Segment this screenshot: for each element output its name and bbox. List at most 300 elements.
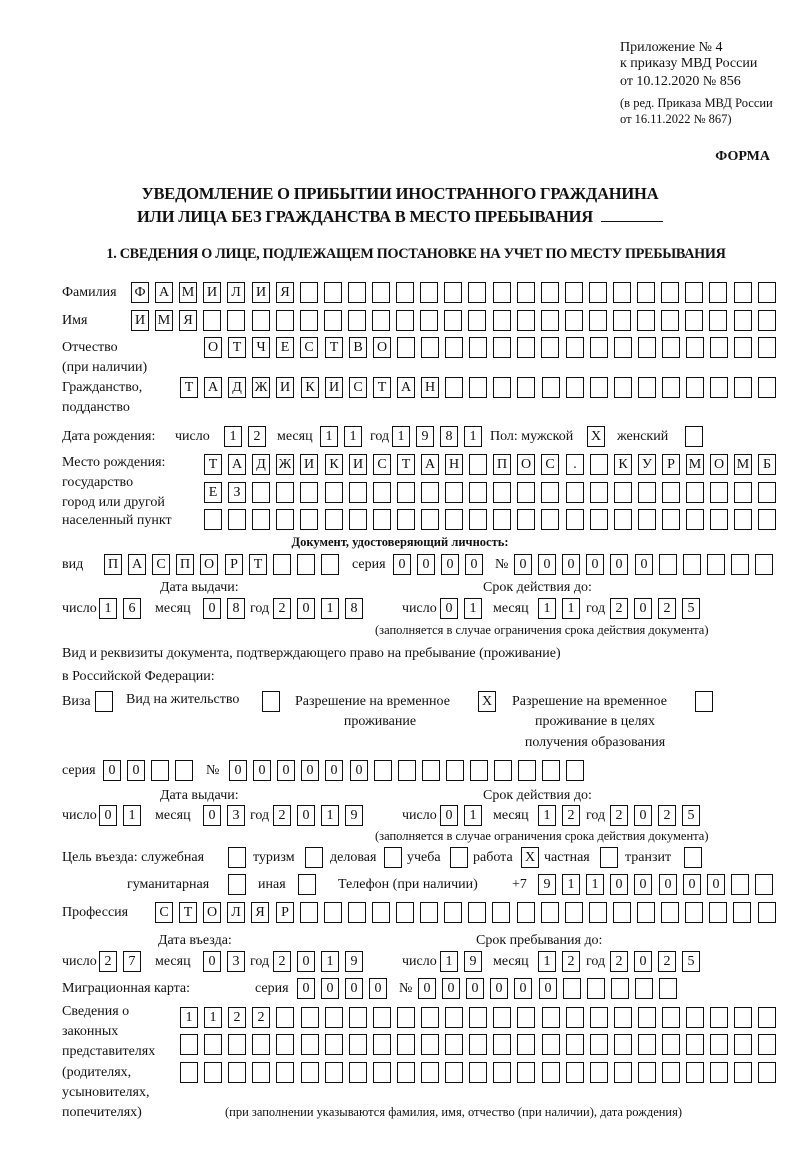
- profession-cell[interactable]: [613, 902, 631, 923]
- id-series-cell[interactable]: 0: [417, 554, 435, 575]
- birth-place-3-cell[interactable]: [469, 509, 487, 530]
- profession-cell[interactable]: [733, 902, 751, 923]
- reps-1-cell[interactable]: 2: [252, 1007, 270, 1028]
- patronymic-cell[interactable]: Ч: [252, 337, 270, 358]
- reps-2-cell[interactable]: [686, 1034, 704, 1055]
- birth-place-3-cell[interactable]: [373, 509, 391, 530]
- birth-place-1-cell[interactable]: М: [686, 454, 704, 475]
- profession-cell[interactable]: [468, 902, 486, 923]
- mig-number-cell[interactable]: 0: [442, 978, 460, 999]
- stay-series-cell[interactable]: 0: [127, 760, 145, 781]
- birth-place-3-cell[interactable]: [686, 509, 704, 530]
- profession-cell[interactable]: [541, 902, 559, 923]
- reps-2-cell[interactable]: [276, 1034, 294, 1055]
- birth-place-2-cell[interactable]: [349, 482, 367, 503]
- stay-until-day-cell[interactable]: 9: [464, 951, 482, 972]
- reps-2-cell[interactable]: [325, 1034, 343, 1055]
- birth-place-1-cell[interactable]: И: [300, 454, 318, 475]
- patronymic-cell[interactable]: [686, 337, 704, 358]
- citizenship-cell[interactable]: [493, 377, 511, 398]
- profession-cell[interactable]: [396, 902, 414, 923]
- id-valid-day-cell[interactable]: 0: [440, 598, 458, 619]
- purpose-work-cell[interactable]: X: [521, 847, 539, 868]
- surname-cell[interactable]: Я: [276, 282, 294, 303]
- surname-cell[interactable]: [300, 282, 318, 303]
- stay-number-cell[interactable]: [374, 760, 392, 781]
- profession-cell[interactable]: [709, 902, 727, 923]
- birth-place-2-cell[interactable]: [325, 482, 343, 503]
- citizenship-cell[interactable]: И: [325, 377, 343, 398]
- reps-1-cell[interactable]: [517, 1007, 535, 1028]
- reps-2-cell[interactable]: [758, 1034, 776, 1055]
- entry-day-cell[interactable]: 2: [99, 951, 117, 972]
- mig-number-cell[interactable]: 0: [490, 978, 508, 999]
- reps-3-cell[interactable]: [686, 1062, 704, 1083]
- birth-place-3-cell[interactable]: [566, 509, 584, 530]
- birth-place-1-cell[interactable]: К: [325, 454, 343, 475]
- birth-place-1-cell[interactable]: Н: [445, 454, 463, 475]
- birth-place-2-cell[interactable]: [734, 482, 752, 503]
- name-cell[interactable]: [324, 310, 342, 331]
- stay-number-cell[interactable]: 0: [325, 760, 343, 781]
- name-cell[interactable]: [203, 310, 221, 331]
- reps-2-cell[interactable]: [228, 1034, 246, 1055]
- citizenship-cell[interactable]: Т: [373, 377, 391, 398]
- phone-cell[interactable]: 0: [707, 874, 725, 895]
- surname-cell[interactable]: [420, 282, 438, 303]
- citizenship-cell[interactable]: [686, 377, 704, 398]
- patronymic-cell[interactable]: [734, 337, 752, 358]
- profession-cell[interactable]: [661, 902, 679, 923]
- surname-cell[interactable]: [324, 282, 342, 303]
- id-series-cell[interactable]: 0: [441, 554, 459, 575]
- surname-cell[interactable]: [493, 282, 511, 303]
- reps-3-cell[interactable]: [734, 1062, 752, 1083]
- id-number-cell[interactable]: [659, 554, 677, 575]
- profession-cell[interactable]: [589, 902, 607, 923]
- reps-1-cell[interactable]: [397, 1007, 415, 1028]
- stay-until-year-cell[interactable]: 2: [610, 951, 628, 972]
- birth-place-2-cell[interactable]: [758, 482, 776, 503]
- stay-valid-year-cell[interactable]: 2: [610, 805, 628, 826]
- surname-cell[interactable]: И: [203, 282, 221, 303]
- id-kind-cell[interactable]: Р: [225, 554, 243, 575]
- name-cell[interactable]: Я: [179, 310, 197, 331]
- patronymic-cell[interactable]: [397, 337, 415, 358]
- reps-1-cell[interactable]: 1: [204, 1007, 222, 1028]
- citizenship-cell[interactable]: [590, 377, 608, 398]
- birth-place-3-cell[interactable]: [228, 509, 246, 530]
- surname-cell[interactable]: [637, 282, 655, 303]
- stay-issue-year-cell[interactable]: 1: [321, 805, 339, 826]
- id-kind-cell[interactable]: [321, 554, 339, 575]
- surname-cell[interactable]: [541, 282, 559, 303]
- reps-3-cell[interactable]: [228, 1062, 246, 1083]
- birth-place-2-cell[interactable]: [614, 482, 632, 503]
- name-cell[interactable]: [685, 310, 703, 331]
- reps-2-cell[interactable]: [566, 1034, 584, 1055]
- entry-month-cell[interactable]: 3: [227, 951, 245, 972]
- patronymic-cell[interactable]: [517, 337, 535, 358]
- mig-series-cell[interactable]: 0: [369, 978, 387, 999]
- profession-cell[interactable]: О: [203, 902, 221, 923]
- name-cell[interactable]: [541, 310, 559, 331]
- reps-2-cell[interactable]: [469, 1034, 487, 1055]
- patronymic-cell[interactable]: [638, 337, 656, 358]
- name-cell[interactable]: [468, 310, 486, 331]
- stay-valid-month-cell[interactable]: 2: [562, 805, 580, 826]
- reps-3-cell[interactable]: [493, 1062, 511, 1083]
- profession-cell[interactable]: [758, 902, 776, 923]
- patronymic-cell[interactable]: В: [349, 337, 367, 358]
- birth-place-1-cell[interactable]: Р: [662, 454, 680, 475]
- birth-place-2-cell[interactable]: [252, 482, 270, 503]
- reps-3-cell[interactable]: [758, 1062, 776, 1083]
- id-issue-day-cell[interactable]: 6: [123, 598, 141, 619]
- reps-2-cell[interactable]: [397, 1034, 415, 1055]
- reps-1-cell[interactable]: 1: [180, 1007, 198, 1028]
- surname-cell[interactable]: [661, 282, 679, 303]
- id-valid-month-cell[interactable]: 1: [562, 598, 580, 619]
- reps-3-cell[interactable]: [469, 1062, 487, 1083]
- name-cell[interactable]: [661, 310, 679, 331]
- id-number-cell[interactable]: [707, 554, 725, 575]
- stay-until-month-cell[interactable]: 2: [562, 951, 580, 972]
- stay-issue-month-cell[interactable]: 3: [227, 805, 245, 826]
- name-cell[interactable]: [637, 310, 655, 331]
- mig-number-cell[interactable]: 0: [514, 978, 532, 999]
- surname-cell[interactable]: [685, 282, 703, 303]
- reps-1-cell[interactable]: [421, 1007, 439, 1028]
- citizenship-cell[interactable]: [566, 377, 584, 398]
- stay-valid-year-cell[interactable]: 0: [634, 805, 652, 826]
- id-issue-month-cell[interactable]: 0: [203, 598, 221, 619]
- birth-place-2-cell[interactable]: [662, 482, 680, 503]
- reps-3-cell[interactable]: [662, 1062, 680, 1083]
- birth-place-3-cell[interactable]: [638, 509, 656, 530]
- birth-place-1-cell[interactable]: Т: [204, 454, 222, 475]
- mig-number-cell[interactable]: 0: [539, 978, 557, 999]
- birth-place-1-cell[interactable]: Т: [397, 454, 415, 475]
- patronymic-cell[interactable]: [614, 337, 632, 358]
- surname-cell[interactable]: [372, 282, 390, 303]
- stay-number-cell[interactable]: [446, 760, 464, 781]
- birth-place-1-cell[interactable]: К: [614, 454, 632, 475]
- surname-cell[interactable]: [709, 282, 727, 303]
- stay-number-cell[interactable]: [566, 760, 584, 781]
- sex-female-cell[interactable]: [685, 426, 703, 447]
- reps-3-cell[interactable]: [349, 1062, 367, 1083]
- profession-cell[interactable]: [685, 902, 703, 923]
- citizenship-cell[interactable]: К: [301, 377, 319, 398]
- mig-number-cell[interactable]: 0: [418, 978, 436, 999]
- birth-place-2-cell[interactable]: [710, 482, 728, 503]
- birth-place-2-cell[interactable]: [373, 482, 391, 503]
- id-kind-cell[interactable]: [273, 554, 291, 575]
- stay-series-cell[interactable]: [151, 760, 169, 781]
- reps-1-cell[interactable]: [590, 1007, 608, 1028]
- id-valid-day-cell[interactable]: 1: [464, 598, 482, 619]
- phone-cell[interactable]: 0: [659, 874, 677, 895]
- reps-3-cell[interactable]: [566, 1062, 584, 1083]
- reps-2-cell[interactable]: [445, 1034, 463, 1055]
- reps-2-cell[interactable]: [421, 1034, 439, 1055]
- birth-place-2-cell[interactable]: [638, 482, 656, 503]
- profession-cell[interactable]: Л: [227, 902, 245, 923]
- birth-place-3-cell[interactable]: [541, 509, 559, 530]
- id-kind-cell[interactable]: П: [176, 554, 194, 575]
- birth-place-1-cell[interactable]: Д: [252, 454, 270, 475]
- stay-number-cell[interactable]: [494, 760, 512, 781]
- mig-series-cell[interactable]: 0: [321, 978, 339, 999]
- stay-valid-day-cell[interactable]: 1: [464, 805, 482, 826]
- mig-series-cell[interactable]: 0: [345, 978, 363, 999]
- phone-cell[interactable]: 0: [683, 874, 701, 895]
- purpose-transit-cell[interactable]: [684, 847, 702, 868]
- purpose-service-cell[interactable]: [228, 847, 246, 868]
- entry-day-cell[interactable]: 7: [123, 951, 141, 972]
- id-kind-cell[interactable]: П: [104, 554, 122, 575]
- reps-1-cell[interactable]: [301, 1007, 319, 1028]
- mig-number-cell[interactable]: [563, 978, 581, 999]
- birth-place-3-cell[interactable]: [590, 509, 608, 530]
- phone-cell[interactable]: [755, 874, 773, 895]
- stay-valid-year-cell[interactable]: 2: [658, 805, 676, 826]
- birth-place-2-cell[interactable]: [300, 482, 318, 503]
- reps-3-cell[interactable]: [301, 1062, 319, 1083]
- reps-2-cell[interactable]: [710, 1034, 728, 1055]
- profession-cell[interactable]: [348, 902, 366, 923]
- stay-series-cell[interactable]: [175, 760, 193, 781]
- stay-number-cell[interactable]: 0: [229, 760, 247, 781]
- birth-place-1-cell[interactable]: А: [228, 454, 246, 475]
- entry-year-cell[interactable]: 1: [321, 951, 339, 972]
- birth-place-3-cell[interactable]: [300, 509, 318, 530]
- reps-3-cell[interactable]: [421, 1062, 439, 1083]
- patronymic-cell[interactable]: [493, 337, 511, 358]
- stay-valid-day-cell[interactable]: 0: [440, 805, 458, 826]
- patronymic-cell[interactable]: Т: [325, 337, 343, 358]
- id-kind-cell[interactable]: О: [200, 554, 218, 575]
- surname-cell[interactable]: [517, 282, 535, 303]
- id-number-cell[interactable]: [755, 554, 773, 575]
- stay-until-year-cell[interactable]: 2: [658, 951, 676, 972]
- patronymic-cell[interactable]: [421, 337, 439, 358]
- birth-place-1-cell[interactable]: [590, 454, 608, 475]
- id-kind-cell[interactable]: А: [128, 554, 146, 575]
- profession-cell[interactable]: [420, 902, 438, 923]
- entry-year-cell[interactable]: 9: [345, 951, 363, 972]
- surname-cell[interactable]: [468, 282, 486, 303]
- reps-1-cell[interactable]: [710, 1007, 728, 1028]
- temp-res-cell[interactable]: X: [478, 691, 496, 712]
- name-cell[interactable]: [227, 310, 245, 331]
- birth-month-cell[interactable]: 1: [320, 426, 338, 447]
- id-valid-month-cell[interactable]: 1: [538, 598, 556, 619]
- name-cell[interactable]: [444, 310, 462, 331]
- citizenship-cell[interactable]: [734, 377, 752, 398]
- patronymic-cell[interactable]: О: [373, 337, 391, 358]
- birth-place-3-cell[interactable]: [421, 509, 439, 530]
- surname-cell[interactable]: М: [179, 282, 197, 303]
- id-number-cell[interactable]: 0: [538, 554, 556, 575]
- purpose-business-cell[interactable]: [384, 847, 402, 868]
- id-issue-month-cell[interactable]: 8: [227, 598, 245, 619]
- reps-2-cell[interactable]: [542, 1034, 560, 1055]
- birth-place-3-cell[interactable]: [662, 509, 680, 530]
- citizenship-cell[interactable]: Д: [228, 377, 246, 398]
- id-number-cell[interactable]: 0: [514, 554, 532, 575]
- surname-cell[interactable]: [444, 282, 462, 303]
- reps-2-cell[interactable]: [252, 1034, 270, 1055]
- birth-place-1-cell[interactable]: М: [734, 454, 752, 475]
- birth-place-3-cell[interactable]: [758, 509, 776, 530]
- purpose-other-cell[interactable]: [298, 874, 316, 895]
- birth-place-2-cell[interactable]: Е: [204, 482, 222, 503]
- birth-place-2-cell[interactable]: [566, 482, 584, 503]
- birth-place-2-cell[interactable]: З: [228, 482, 246, 503]
- reps-1-cell[interactable]: [325, 1007, 343, 1028]
- profession-cell[interactable]: [492, 902, 510, 923]
- profession-cell[interactable]: Т: [179, 902, 197, 923]
- reps-1-cell[interactable]: 2: [228, 1007, 246, 1028]
- purpose-tourism-cell[interactable]: [305, 847, 323, 868]
- stay-until-year-cell[interactable]: 5: [682, 951, 700, 972]
- stay-number-cell[interactable]: 0: [253, 760, 271, 781]
- name-cell[interactable]: [734, 310, 752, 331]
- citizenship-cell[interactable]: Н: [421, 377, 439, 398]
- reps-3-cell[interactable]: [204, 1062, 222, 1083]
- name-cell[interactable]: [517, 310, 535, 331]
- reps-2-cell[interactable]: [180, 1034, 198, 1055]
- birth-place-1-cell[interactable]: У: [638, 454, 656, 475]
- reps-3-cell[interactable]: [590, 1062, 608, 1083]
- birth-place-1-cell[interactable]: .: [566, 454, 584, 475]
- profession-cell[interactable]: С: [155, 902, 173, 923]
- id-issue-year-cell[interactable]: 1: [321, 598, 339, 619]
- entry-month-cell[interactable]: 0: [203, 951, 221, 972]
- reps-2-cell[interactable]: [373, 1034, 391, 1055]
- citizenship-cell[interactable]: [758, 377, 776, 398]
- stay-issue-year-cell[interactable]: 9: [345, 805, 363, 826]
- visa-cell[interactable]: [95, 691, 113, 712]
- id-kind-cell[interactable]: [297, 554, 315, 575]
- stay-issue-year-cell[interactable]: 2: [273, 805, 291, 826]
- name-cell[interactable]: [276, 310, 294, 331]
- reps-2-cell[interactable]: [734, 1034, 752, 1055]
- birth-place-3-cell[interactable]: [204, 509, 222, 530]
- birth-month-cell[interactable]: 1: [344, 426, 362, 447]
- surname-cell[interactable]: А: [155, 282, 173, 303]
- patronymic-cell[interactable]: С: [300, 337, 318, 358]
- id-issue-day-cell[interactable]: 1: [99, 598, 117, 619]
- phone-cell[interactable]: 1: [586, 874, 604, 895]
- birth-place-3-cell[interactable]: [517, 509, 535, 530]
- birth-place-1-cell[interactable]: И: [349, 454, 367, 475]
- patronymic-cell[interactable]: [469, 337, 487, 358]
- surname-cell[interactable]: [758, 282, 776, 303]
- reps-2-cell[interactable]: [204, 1034, 222, 1055]
- name-cell[interactable]: [758, 310, 776, 331]
- reps-3-cell[interactable]: [542, 1062, 560, 1083]
- citizenship-cell[interactable]: Ж: [252, 377, 270, 398]
- name-cell[interactable]: [493, 310, 511, 331]
- id-issue-year-cell[interactable]: 0: [297, 598, 315, 619]
- birth-place-3-cell[interactable]: [445, 509, 463, 530]
- residence-cell[interactable]: [262, 691, 280, 712]
- id-valid-year-cell[interactable]: 2: [658, 598, 676, 619]
- purpose-humanitarian-cell[interactable]: [228, 874, 246, 895]
- stay-valid-month-cell[interactable]: 1: [538, 805, 556, 826]
- birth-place-3-cell[interactable]: [397, 509, 415, 530]
- profession-cell[interactable]: Я: [251, 902, 269, 923]
- stay-number-cell[interactable]: [398, 760, 416, 781]
- citizenship-cell[interactable]: [517, 377, 535, 398]
- reps-1-cell[interactable]: [445, 1007, 463, 1028]
- citizenship-cell[interactable]: [469, 377, 487, 398]
- reps-1-cell[interactable]: [686, 1007, 704, 1028]
- reps-1-cell[interactable]: [734, 1007, 752, 1028]
- profession-cell[interactable]: [637, 902, 655, 923]
- birth-place-1-cell[interactable]: Б: [758, 454, 776, 475]
- reps-3-cell[interactable]: [517, 1062, 535, 1083]
- birth-year-cell[interactable]: 9: [416, 426, 434, 447]
- citizenship-cell[interactable]: С: [349, 377, 367, 398]
- phone-cell[interactable]: 9: [538, 874, 556, 895]
- stay-issue-day-cell[interactable]: 1: [123, 805, 141, 826]
- purpose-private-cell[interactable]: [600, 847, 618, 868]
- temp-res-edu-cell[interactable]: [695, 691, 713, 712]
- id-issue-year-cell[interactable]: 8: [345, 598, 363, 619]
- birth-year-cell[interactable]: 1: [464, 426, 482, 447]
- sex-male-cell[interactable]: X: [587, 426, 605, 447]
- reps-1-cell[interactable]: [638, 1007, 656, 1028]
- patronymic-cell[interactable]: [710, 337, 728, 358]
- profession-cell[interactable]: [565, 902, 583, 923]
- reps-3-cell[interactable]: [614, 1062, 632, 1083]
- surname-cell[interactable]: [589, 282, 607, 303]
- reps-3-cell[interactable]: [180, 1062, 198, 1083]
- birth-day-cell[interactable]: 1: [224, 426, 242, 447]
- surname-cell[interactable]: Ф: [131, 282, 149, 303]
- stay-number-cell[interactable]: 0: [301, 760, 319, 781]
- name-cell[interactable]: И: [131, 310, 149, 331]
- id-number-cell[interactable]: 0: [610, 554, 628, 575]
- stay-issue-year-cell[interactable]: 0: [297, 805, 315, 826]
- stay-until-month-cell[interactable]: 1: [538, 951, 556, 972]
- id-number-cell[interactable]: 0: [586, 554, 604, 575]
- stay-issue-day-cell[interactable]: 0: [99, 805, 117, 826]
- birth-place-2-cell[interactable]: [517, 482, 535, 503]
- name-cell[interactable]: [300, 310, 318, 331]
- id-valid-year-cell[interactable]: 0: [634, 598, 652, 619]
- id-issue-year-cell[interactable]: 2: [273, 598, 291, 619]
- entry-year-cell[interactable]: 0: [297, 951, 315, 972]
- surname-cell[interactable]: И: [252, 282, 270, 303]
- stay-valid-year-cell[interactable]: 5: [682, 805, 700, 826]
- citizenship-cell[interactable]: [662, 377, 680, 398]
- stay-number-cell[interactable]: 0: [277, 760, 295, 781]
- patronymic-cell[interactable]: [758, 337, 776, 358]
- birth-place-1-cell[interactable]: [469, 454, 487, 475]
- reps-3-cell[interactable]: [276, 1062, 294, 1083]
- patronymic-cell[interactable]: [445, 337, 463, 358]
- citizenship-cell[interactable]: [542, 377, 560, 398]
- reps-3-cell[interactable]: [710, 1062, 728, 1083]
- name-cell[interactable]: [396, 310, 414, 331]
- birth-day-cell[interactable]: 2: [248, 426, 266, 447]
- entry-year-cell[interactable]: 2: [273, 951, 291, 972]
